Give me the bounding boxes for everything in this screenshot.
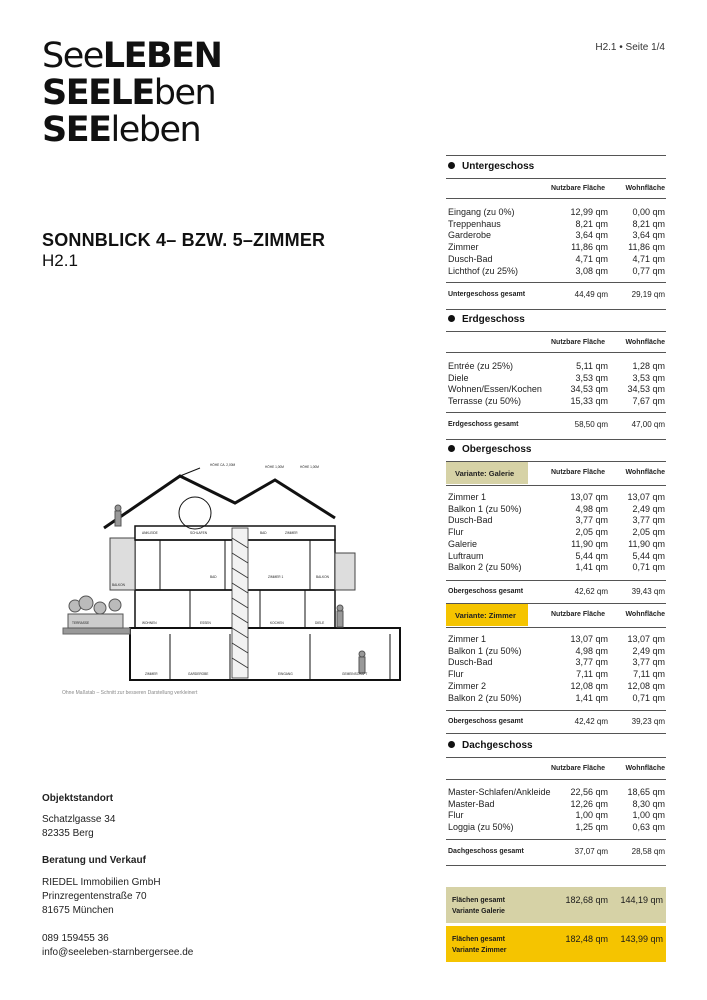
row-name: Diele	[448, 372, 469, 383]
table-row	[446, 207, 666, 219]
table-row	[446, 539, 666, 551]
row-name: Zimmer 2	[448, 680, 486, 691]
drawing-label-garderobe: GARDEROBE	[188, 672, 209, 676]
col-wohnflaeche: Wohnfläche	[625, 765, 665, 772]
row-wohnflaeche: 1,28 qm	[632, 361, 665, 371]
location-city: 82335 Berg	[42, 828, 94, 839]
row-nutzbar: 11,86 qm	[571, 242, 608, 253]
table-row	[446, 373, 666, 385]
row-wohnflaeche: 1,00 qm	[632, 810, 665, 821]
table-row	[446, 527, 666, 539]
logo-line-2: SEELEben	[42, 73, 216, 113]
drawing-label-balkon-left: BALKON	[112, 583, 125, 587]
table-row	[446, 799, 666, 811]
table-row	[446, 242, 666, 254]
row-name: Entrée (zu 25%)	[448, 361, 514, 371]
row-name: Zimmer 1	[448, 634, 486, 644]
drawing-label-eingang: EINGANG	[278, 672, 293, 676]
row-nutzbar: 3,77 qm	[575, 657, 608, 668]
row-name: Master-Bad	[448, 798, 495, 809]
page-title: SONNBLICK 4– BZW. 5–ZIMMER	[42, 230, 326, 250]
section-obergeschoss: Obergeschoss	[448, 444, 531, 455]
table-row	[446, 681, 666, 693]
sum-variante-zimmer: Flächen gesamt Variante Zimmer 182,48 qm 143,99 qm	[446, 926, 666, 962]
drawing-label-schlafen: SCHLAFEN	[190, 531, 208, 535]
row-nutzbar: 1,41 qm	[575, 562, 608, 573]
drawing-label-gemeinschaft: GEMEINSCHAFT	[342, 672, 368, 676]
table-row	[446, 693, 666, 705]
row-nutzbar: 1,41 qm	[575, 692, 608, 703]
table-row	[446, 822, 666, 834]
row-wohnflaeche: 7,67 qm	[632, 396, 665, 407]
col-wohnflaeche: Wohnfläche	[625, 611, 665, 618]
table-row	[446, 810, 666, 822]
page-subtitle: H2.1	[42, 251, 78, 270]
row-wohnflaeche: 3,53 qm	[632, 372, 665, 383]
row-nutzbar: 15,33 qm	[570, 396, 608, 407]
drawing-label-hohe-1: HÖHE 1,00M	[265, 465, 284, 469]
row-wohnflaeche: 0,77 qm	[632, 265, 665, 276]
section-dachgeschoss: Dachgeschoss	[448, 740, 533, 751]
table-row	[446, 646, 666, 658]
location-street: Schatzlgasse 34	[42, 814, 116, 825]
sales-phone[interactable]: 089 159455 36	[42, 933, 109, 944]
row-nutzbar: 3,08 qm	[575, 265, 608, 276]
table-row	[446, 515, 666, 527]
row-nutzbar: 5,11 qm	[576, 361, 608, 371]
row-nutzbar: 3,64 qm	[575, 230, 608, 241]
row-wohnflaeche: 13,07 qm	[627, 634, 665, 644]
drawing-label-zimmer-dg: ZIMMER	[285, 531, 298, 535]
row-name: Flur	[448, 810, 464, 821]
table-row	[446, 669, 666, 681]
row-name: Master-Schlafen/Ankleide	[448, 787, 551, 797]
drawing-label-zimmer1: ZIMMER 1	[268, 575, 284, 579]
table-row	[446, 230, 666, 242]
row-wohnflaeche: 12,08 qm	[627, 680, 665, 691]
drawing-label-hohe-ca: HÖHE CA. 2,00M	[210, 463, 236, 467]
drawing-label-zimmer-ug: ZIMMER	[145, 672, 158, 676]
table-row	[446, 396, 666, 408]
row-name: Eingang (zu 0%)	[448, 207, 515, 217]
row-nutzbar: 22,56 qm	[570, 787, 608, 797]
table-row	[446, 254, 666, 266]
row-wohnflaeche: 5,44 qm	[632, 550, 665, 561]
sales-company: RIEDEL Immobilien GmbH	[42, 877, 161, 888]
row-wohnflaeche: 3,64 qm	[632, 230, 665, 241]
drawing-label-hohe-2: HÖHE 1,00M	[300, 465, 319, 469]
row-name: Lichthof (zu 25%)	[448, 265, 519, 276]
row-nutzbar: 11,90 qm	[571, 538, 608, 549]
drawing-label-kochen: KOCHEN	[270, 621, 284, 625]
col-nutzbar: Nutzbare Fläche	[551, 611, 606, 618]
logo-line-1: SeeLEBEN	[42, 36, 222, 76]
row-nutzbar: 13,07 qm	[570, 634, 608, 644]
row-name: Balkon 2 (zu 50%)	[448, 692, 522, 703]
row-wohnflaeche: 3,77 qm	[632, 515, 665, 526]
row-wohnflaeche: 11,86 qm	[628, 242, 665, 253]
row-wohnflaeche: 0,71 qm	[632, 562, 665, 573]
col-nutzbar: Nutzbare Fläche	[551, 185, 606, 192]
sales-street: Prinzregentenstraße 70	[42, 891, 147, 902]
row-name: Garderobe	[448, 230, 492, 241]
row-nutzbar: 34,53 qm	[570, 384, 608, 395]
drawing-label-terrasse: TERRASSE	[72, 621, 90, 625]
location-heading: Objektstandort	[42, 793, 114, 804]
row-name: Dusch-Bad	[448, 515, 493, 526]
row-nutzbar: 1,25 qm	[575, 822, 608, 833]
row-name: Galerie	[448, 538, 478, 549]
row-wohnflaeche: 18,65 qm	[627, 787, 665, 797]
row-wohnflaeche: 13,07 qm	[627, 492, 665, 502]
row-wohnflaeche: 8,21 qm	[632, 218, 665, 229]
page-reference: H2.1 • Seite 1/4	[595, 42, 665, 53]
col-nutzbar: Nutzbare Fläche	[551, 339, 606, 346]
col-wohnflaeche: Wohnfläche	[625, 469, 665, 476]
row-wohnflaeche: 3,77 qm	[632, 657, 665, 668]
row-nutzbar: 3,77 qm	[575, 515, 608, 526]
row-name: Balkon 1 (zu 50%)	[448, 645, 522, 656]
brand-logo	[42, 38, 221, 149]
col-nutzbar: Nutzbare Fläche	[551, 765, 606, 772]
row-nutzbar: 12,08 qm	[570, 680, 608, 691]
drawing-caption: Ohne Maßstab – Schnitt zur besseren Darstellung verkleinert	[62, 690, 198, 696]
row-wohnflaeche: 34,53 qm	[627, 384, 665, 395]
drawing-label-ankleide: ANKLEIDE	[142, 531, 158, 535]
row-wohnflaeche: 2,05 qm	[632, 527, 665, 538]
row-wohnflaeche: 7,11 qm	[633, 669, 665, 680]
drawing-label-diele: DIELE	[315, 621, 325, 625]
row-name: Treppenhaus	[448, 218, 501, 229]
sales-email[interactable]: info@seeleben-starnbergersee.de	[42, 947, 194, 958]
drawing-label-balkon-right: BALKON	[316, 575, 329, 579]
row-name: Balkon 1 (zu 50%)	[448, 503, 522, 514]
section-erdgeschoss: Erdgeschoss	[448, 314, 525, 325]
row-name: Flur	[448, 527, 464, 538]
table-row	[446, 219, 666, 231]
sales-heading: Beratung und Verkauf	[42, 855, 146, 866]
table-row	[446, 787, 666, 799]
table-row	[446, 492, 666, 504]
variant-zimmer-badge: Variante: Zimmer	[446, 604, 528, 626]
table-row	[446, 657, 666, 669]
row-wohnflaeche: 0,71 qm	[632, 692, 665, 703]
row-nutzbar: 2,05 qm	[575, 527, 608, 538]
row-nutzbar: 4,98 qm	[575, 645, 608, 656]
row-nutzbar: 7,11 qm	[576, 669, 608, 680]
row-nutzbar: 5,44 qm	[575, 550, 608, 561]
row-nutzbar: 8,21 qm	[575, 218, 608, 229]
bullet-icon	[448, 445, 455, 452]
row-name: Luftraum	[448, 550, 484, 561]
row-nutzbar: 13,07 qm	[570, 492, 608, 502]
row-wohnflaeche: 4,71 qm	[632, 253, 665, 264]
row-wohnflaeche: 0,63 qm	[632, 822, 665, 833]
drawing-label-wohnen: WOHNEN	[142, 621, 157, 625]
row-name: Wohnen/Essen/Kochen	[448, 384, 542, 395]
drawing-label-bad-og: BAD	[210, 575, 217, 579]
row-nutzbar: 1,00 qm	[575, 810, 608, 821]
row-name: Flur	[448, 669, 464, 680]
row-wohnflaeche: 2,49 qm	[632, 645, 665, 656]
sales-city: 81675 München	[42, 905, 114, 916]
row-name: Dusch-Bad	[448, 657, 493, 668]
row-name: Dusch-Bad	[448, 253, 493, 264]
variant-galerie-badge: Variante: Galerie	[446, 462, 528, 484]
building-section-drawing	[60, 458, 402, 684]
col-nutzbar: Nutzbare Fläche	[551, 469, 606, 476]
row-nutzbar: 4,98 qm	[575, 503, 608, 514]
row-nutzbar: 12,99 qm	[570, 207, 608, 217]
section-untergeschoss: Untergeschoss	[448, 161, 534, 172]
row-nutzbar: 4,71 qm	[575, 253, 608, 264]
row-nutzbar: 12,26 qm	[570, 798, 608, 809]
col-wohnflaeche: Wohnfläche	[625, 339, 665, 346]
bullet-icon	[448, 315, 455, 322]
row-name: Zimmer	[448, 242, 479, 253]
table-row	[446, 551, 666, 563]
row-wohnflaeche: 11,90 qm	[628, 538, 665, 549]
logo-line-3: SEEleben	[42, 110, 201, 150]
table-row	[446, 504, 666, 516]
row-name: Zimmer 1	[448, 492, 486, 502]
bullet-icon	[448, 741, 455, 748]
bullet-icon	[448, 162, 455, 169]
row-wohnflaeche: 8,30 qm	[632, 798, 665, 809]
row-nutzbar: 3,53 qm	[575, 372, 608, 383]
col-wohnflaeche: Wohnfläche	[625, 185, 665, 192]
row-wohnflaeche: 0,00 qm	[632, 207, 665, 217]
row-name: Terrasse (zu 50%)	[448, 396, 522, 407]
row-name: Loggia (zu 50%)	[448, 822, 514, 833]
row-wohnflaeche: 2,49 qm	[632, 503, 665, 514]
drawing-label-essen: ESSEN	[200, 621, 211, 625]
table-row	[446, 562, 666, 574]
row-name: Balkon 2 (zu 50%)	[448, 562, 522, 573]
table-row	[446, 384, 666, 396]
drawing-label-bad-dg: BAD	[260, 531, 267, 535]
table-row	[446, 634, 666, 646]
sum-variante-galerie: Flächen gesamt Variante Galerie 182,68 qm 144,19 qm	[446, 887, 666, 923]
table-row	[446, 361, 666, 373]
table-row	[446, 266, 666, 278]
